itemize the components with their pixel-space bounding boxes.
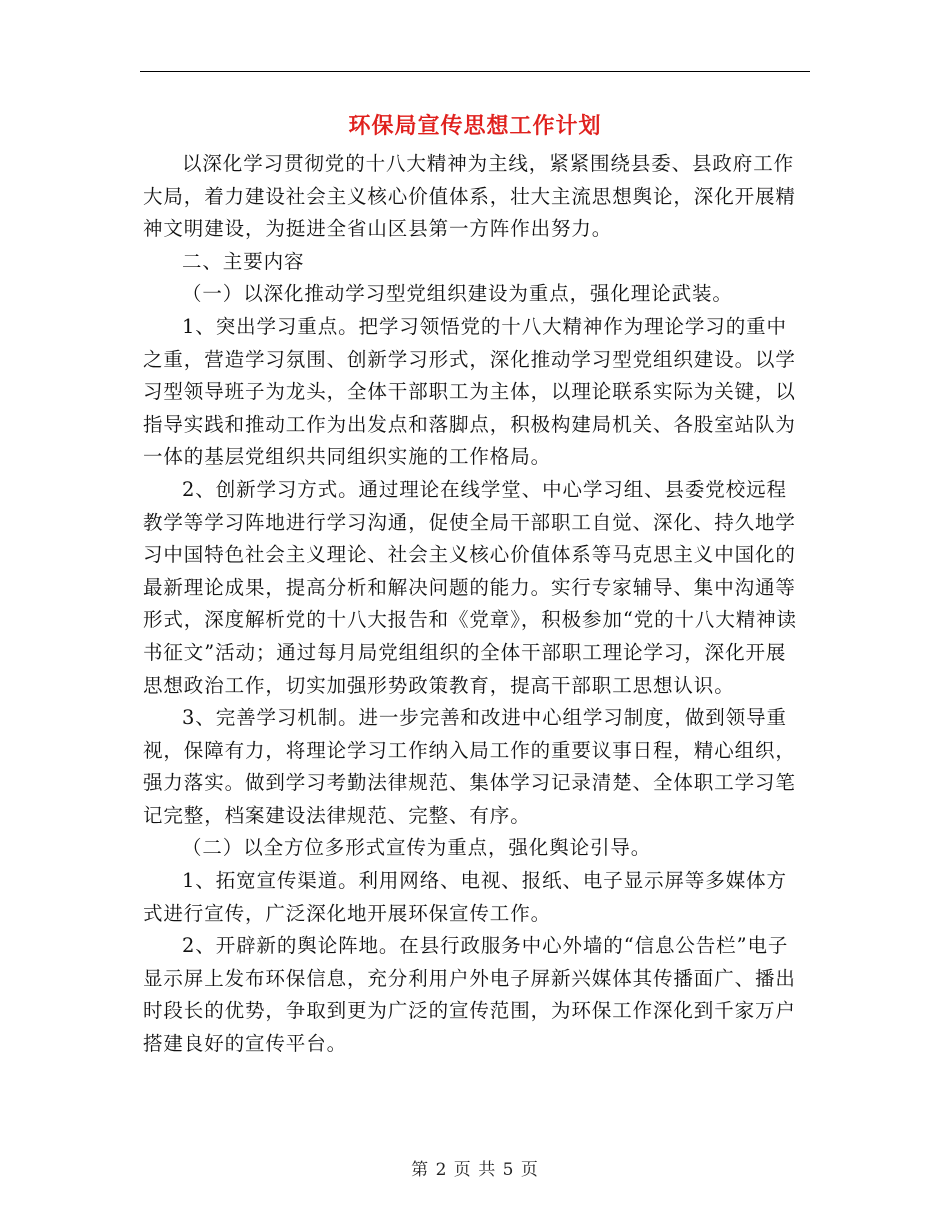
page-number: 第 2 页 共 5 页	[411, 1160, 539, 1180]
header-rule	[140, 71, 810, 72]
document-title: 环保局宣传思想工作计划	[348, 113, 602, 139]
section-heading-main-content: 二、主要内容	[182, 249, 305, 273]
subsection-heading-1: （一）以深化推动学习型党组织建设为重点，强化理论武装。	[182, 282, 733, 306]
paragraph-study-focus: 1、突出学习重点。把学习领悟党的十八大精神作为理论学习的重中之重，营造学习氛围、创新学习形式，深化推动学习型党组织建设。以学习型领导班子为龙头，全体干部职工为主体，以理论联系实际为关键，以指导实践和推动工作为出发点和落脚点，积极构建局机关、各股室站队为一体的基层党组织共同组织实施的工作格局。	[143, 314, 796, 469]
subsection-heading-2: （二）以全方位多形式宣传为重点，强化舆论引导。	[182, 836, 652, 860]
intro-paragraph: 以深化学习贯彻党的十八大精神为主线，紧紧围绕县委、县政府工作大局，着力建设社会主义核心价值体系，壮大主流思想舆论，深化开展精神文明建设，为挺进全省山区县第一方阵作出努力。	[143, 152, 796, 241]
paragraph-study-mechanism: 3、完善学习机制。进一步完善和改进中心组学习制度，做到领导重视，保障有力，将理论学习工作纳入局工作的重要议事日程，精心组织，强力落实。做到学习考勤法律规范、集体学习记录清楚、全体职工学习笔记完整，档案建设法律规范、完整、有序。	[143, 706, 796, 827]
paragraph-opinion-platform: 2、开辟新的舆论阵地。在县行政服务中心外墙的“信息公告栏”电子显示屏上发布环保信息，充分利用户外电子屏新兴媒体其传播面广、播出时段长的优势，争取到更为广泛的宣传范围，为环保工作深化到千家万户搭建良好的宣传平台。	[143, 934, 796, 1056]
paragraph-study-methods: 2、创新学习方式。通过理论在线学堂、中心学习组、县委党校远程教学等学习阵地进行学习沟通，促使全局干部职工自觉、深化、持久地学习中国特色社会主义理论、社会主义核心价值体系等马克思主义中国化的最新理论成果，提高分析和解决问题的能力。实行专家辅导、集中沟通等形式，深度解析党的十八大报告和《党章》，积极参加“党的十八大精神读书征文”活动；通过每月局党组组织的全体干部职工理论学习，深化开展思想政治工作，切实加强形势政策教育，提高干部职工思想认识。	[143, 477, 797, 697]
document-body	[143, 148, 805, 1061]
paragraph-publicity-channels: 1、拓宽宣传渠道。利用网络、电视、报纸、电子显示屏等多媒体方式进行宣传，广泛深化地开展环保宣传工作。	[143, 869, 787, 925]
